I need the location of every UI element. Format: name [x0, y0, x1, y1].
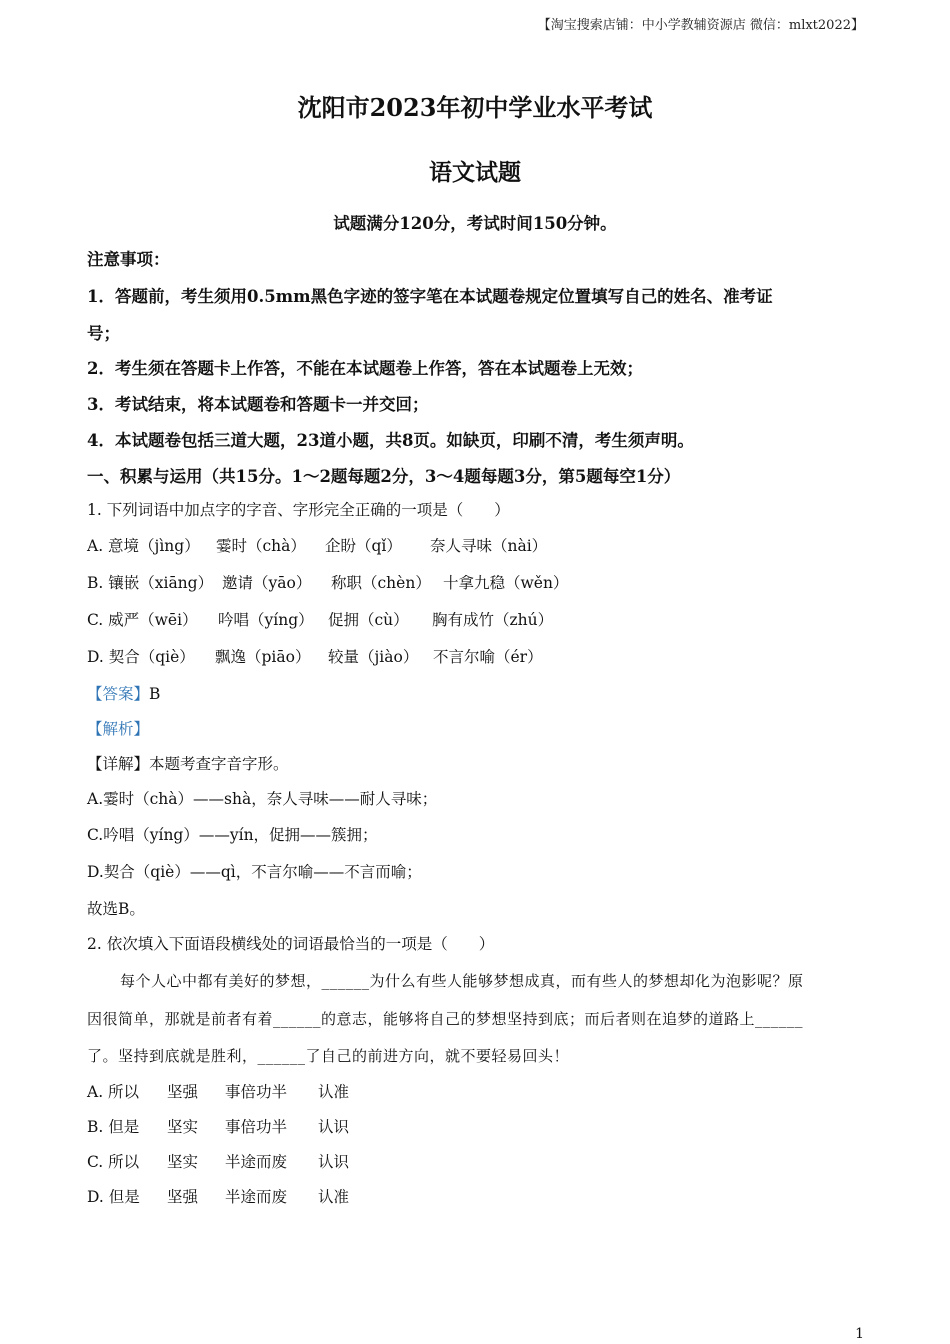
page-header: 【淘宝搜索店铺：中小学教辅资源店 微信：mlxt2022】: [537, 18, 864, 33]
detail-line: 【详解】本题考查字音字形。: [87, 755, 289, 773]
option-word: 较量（jiào）: [328, 648, 419, 666]
passage-line: 每个人心中都有美好的梦想，______为什么有些人能够梦想成真，而有些人的梦想却化为泡影呢？原: [120, 972, 804, 990]
option-word: 吟唱（yíng）: [218, 611, 314, 629]
question-2-option-c: [87, 1150, 349, 1172]
option-word: 认识: [318, 1153, 350, 1171]
exam-info: 试题满分120分，考试时间150分钟。: [333, 214, 617, 233]
option-word: 霎时（chà）: [216, 537, 306, 555]
option-word: 坚强: [167, 1188, 199, 1206]
option-word: C. 威严（wēi）: [87, 611, 198, 629]
option-word: 胸有成竹（zhú）: [432, 611, 554, 629]
page-title: 沈阳市2023年初中学业水平考试: [297, 93, 653, 122]
note-item: 1．答题前，考生须用0.5mm黑色字迹的签字笔在本试题卷规定位置填写自己的姓名、准考证: [87, 287, 773, 306]
explanation-line: C.吟唱（yíng）——yín，促拥——簇拥；: [87, 826, 378, 844]
option-word: A. 意境（jìng）: [87, 537, 200, 555]
page-number: 1: [855, 1326, 864, 1342]
page-subtitle: 语文试题: [429, 159, 521, 186]
notes-heading: 注意事项：: [87, 250, 170, 269]
option-word: 半途而废: [225, 1188, 288, 1206]
option-word: D. 契合（qiè）: [87, 648, 195, 666]
option-word: A. 所以: [87, 1083, 140, 1101]
option-word: D. 但是: [87, 1188, 140, 1206]
option-word: 邀请（yāo）: [222, 574, 312, 592]
explanation-line: A.霎时（chà）——shà，奈人寻味——耐人寻味；: [87, 790, 438, 808]
option-word: 事倍功半: [225, 1118, 288, 1136]
option-word: 认准: [318, 1083, 350, 1101]
question-1-option-a: [87, 534, 547, 556]
answer-value: B: [149, 685, 161, 703]
note-item: 号；: [87, 324, 120, 343]
option-word: 奈人寻味（nài）: [430, 537, 548, 555]
question-2-stem: 2. 依次填入下面语段横线处的词语最恰当的一项是（ ）: [87, 935, 495, 953]
option-word: 事倍功半: [225, 1083, 288, 1101]
note-item: 4．本试题卷包括三道大题，23道小题，共8页。如缺页，印刷不清，考生须声明。: [87, 431, 694, 450]
option-word: B. 但是: [87, 1118, 140, 1136]
passage-line: 因很简单，那就是前者有着______的意志，能够将自己的梦想坚持到底；而后者则在追梦的道路上______: [87, 1010, 804, 1028]
option-word: 认准: [318, 1188, 350, 1206]
explanation-line: 故选B。: [87, 900, 145, 918]
section-heading: 一、积累与运用（共15分。1～2题每题2分，3～4题每题3分，第5题每空1分）: [87, 467, 681, 486]
explanation-line: D.契合（qiè）——qì，不言尔喻——不言而喻；: [87, 863, 422, 881]
answer-label: 【答案】: [87, 685, 150, 703]
note-item: 3．考试结束，将本试题卷和答题卡一并交回；: [87, 395, 429, 414]
option-word: 称职（chèn）: [331, 574, 431, 592]
question-1-option-c: [87, 608, 553, 630]
passage-line: 了。坚持到底就是胜利，______了自己的前进方向，就不要轻易回头！: [87, 1047, 570, 1065]
option-word: B. 镶嵌（xiāng）: [87, 574, 214, 592]
option-word: 十拿九稳（wěn）: [443, 574, 569, 592]
analysis-label: 【解析】: [87, 720, 150, 738]
question-2-option-d: [87, 1185, 349, 1207]
option-word: 半途而废: [225, 1153, 288, 1171]
option-word: 坚强: [167, 1083, 199, 1101]
option-word: 坚实: [167, 1118, 199, 1136]
answer-line: [87, 682, 160, 704]
option-word: 认识: [318, 1118, 350, 1136]
question-1-option-d: [87, 645, 543, 667]
note-item: 2．考生须在答题卡上作答，不能在本试题卷上作答，答在本试题卷上无效；: [87, 359, 643, 378]
question-1-stem: 1. 下列词语中加点字的字音、字形完全正确的一项是（ ）: [87, 501, 510, 519]
option-word: C. 所以: [87, 1153, 140, 1171]
option-word: 促拥（cù）: [328, 611, 409, 629]
option-word: 不言尔喻（ér）: [433, 648, 543, 666]
question-2-option-b: [87, 1115, 349, 1137]
question-2-option-a: [87, 1080, 349, 1102]
option-word: 飘逸（piāo）: [215, 648, 311, 666]
option-word: 企盼（qǐ）: [325, 537, 402, 555]
question-1-option-b: [87, 571, 568, 593]
option-word: 坚实: [167, 1153, 199, 1171]
